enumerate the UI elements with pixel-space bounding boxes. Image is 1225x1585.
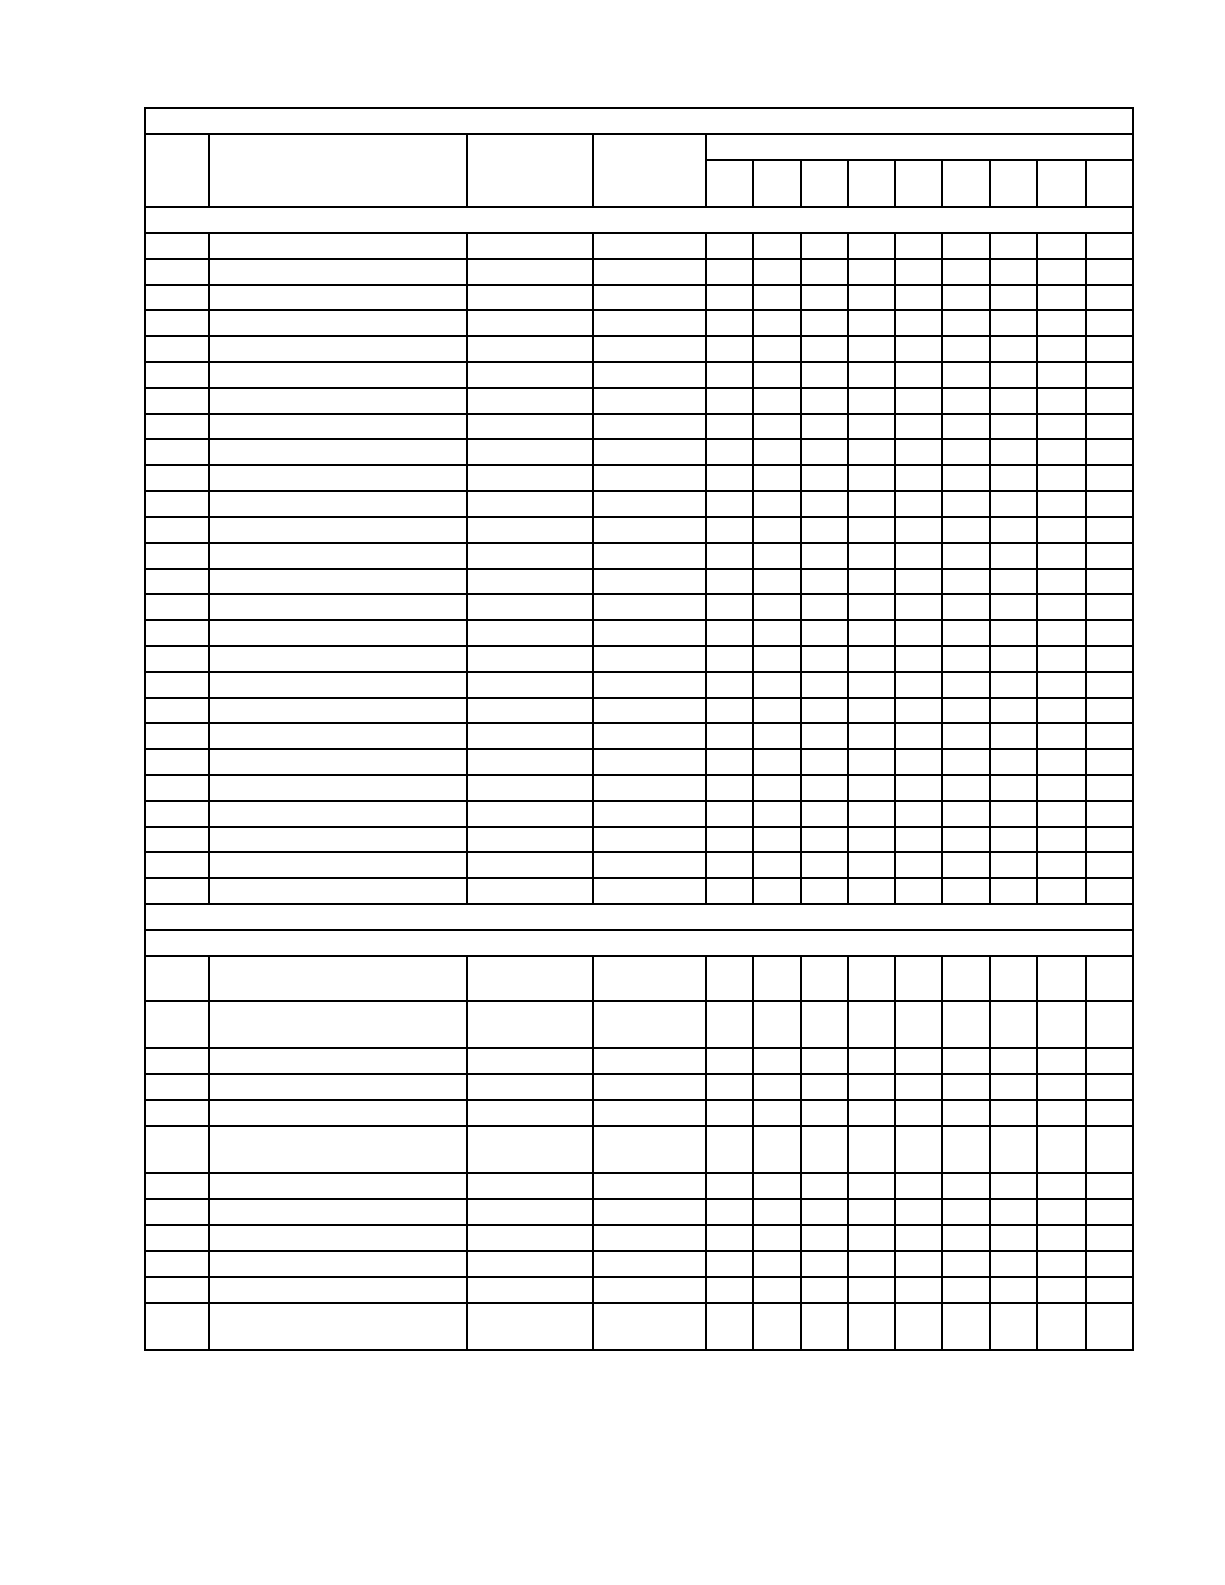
- form-border: [145, 108, 1133, 1350]
